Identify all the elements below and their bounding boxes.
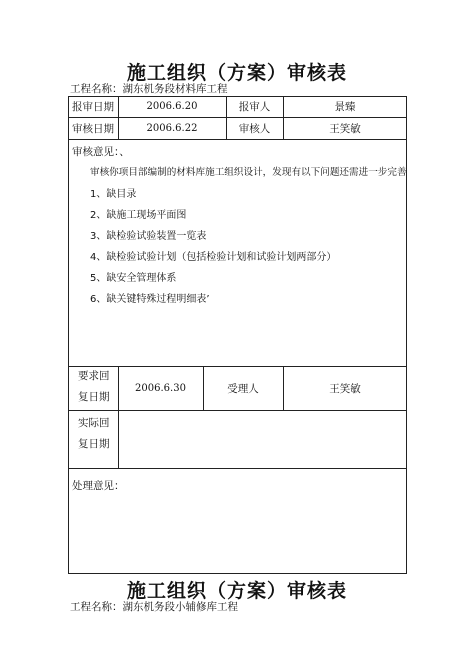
opinion-item: 6、缺关键特殊过程明细表’ — [90, 294, 210, 305]
report-date-value: 2006.6.20 — [146, 101, 198, 112]
form-title-2: 施工组织（方案）审核表 — [126, 580, 347, 602]
handling-label: 处理意见： — [72, 480, 125, 492]
actual-reply-label-line1: 实际回 — [78, 417, 110, 429]
required-reply-label-line1: 要求回 — [78, 370, 110, 382]
project-name-2: 湖东机务段小辅修库工程 — [122, 601, 238, 613]
opinion-item: 3、缺检验试验装置一览表 — [90, 231, 207, 242]
report-date-label: 报审日期 — [72, 101, 114, 113]
reporter-value: 景臻 — [334, 101, 356, 113]
project-line — [70, 81, 228, 96]
review-date-label: 审核日期 — [72, 122, 114, 135]
required-reply-label-line2: 复日期 — [78, 391, 110, 403]
opinion-item: 4、缺检验试验计划（包括检验计划和试验计划两部分） — [90, 252, 337, 263]
actual-reply-label-line2: 复日期 — [78, 438, 110, 450]
receiver-label: 受理人 — [227, 382, 259, 395]
opinion-item: 1、缺目录 — [90, 189, 137, 200]
opinion-item: 5、缺安全管理体系 — [90, 273, 177, 284]
opinion-intro: 审核你项目部编制的材料库施工组织设计，发现有以下问题还需进一步完善 — [90, 167, 407, 178]
reviewer-label: 审核人 — [238, 122, 271, 135]
project-line-2 — [70, 599, 238, 614]
project-label-2: 工程名称： — [70, 601, 123, 613]
required-reply-date: 2006.6.30 — [135, 382, 186, 394]
project-label: 工程名称： — [70, 83, 123, 95]
reviewer-value: 王笑敏 — [329, 122, 361, 135]
row-divider — [68, 468, 407, 469]
reporter-label: 报审人 — [238, 101, 271, 113]
opinion-label: 审核意见：、 — [72, 146, 130, 158]
review-date-value: 2006.6.22 — [146, 122, 198, 134]
row-divider — [68, 139, 407, 140]
opinion-item: 2、缺施工现场平面图 — [90, 210, 187, 221]
project-name: 湖东机务段材料库工程 — [122, 83, 228, 95]
form-title: 施工组织（方案）审核表 — [126, 62, 347, 84]
receiver-value: 王笑敏 — [329, 382, 361, 395]
